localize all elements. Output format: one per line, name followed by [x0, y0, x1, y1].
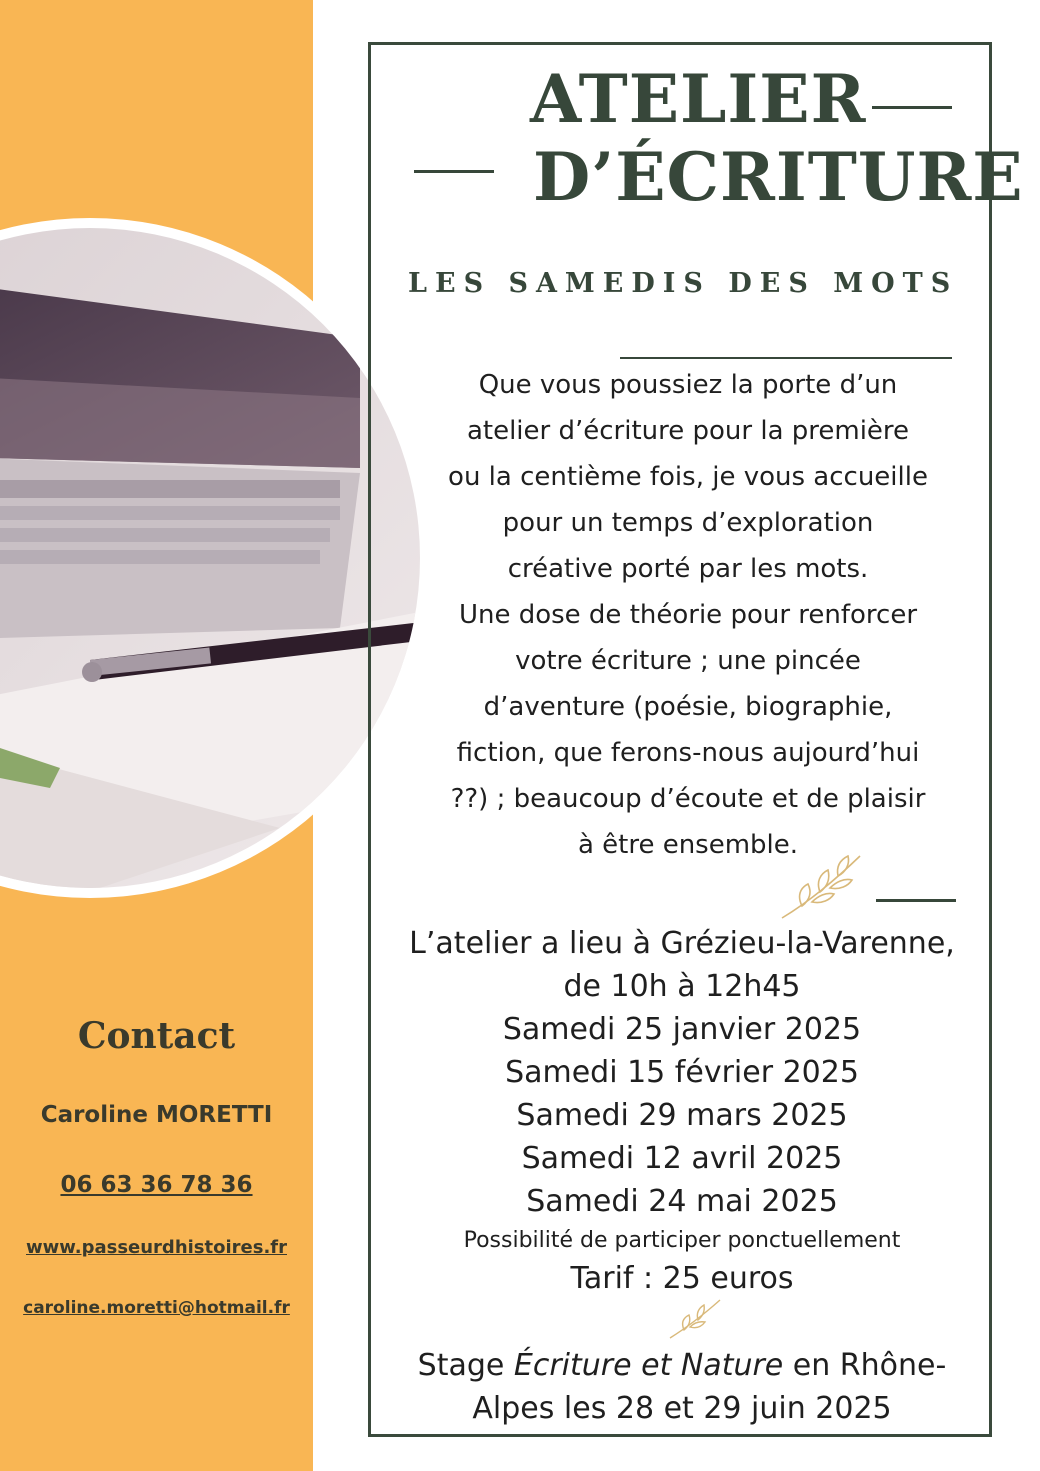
schedule-dash: [876, 899, 956, 902]
title-dash-left: [414, 170, 494, 173]
price: Tarif : 25 euros: [570, 1261, 794, 1296]
intro-line: Une dose de théorie pour renforcer: [458, 600, 918, 630]
date-item: Samedi 25 janvier 2025: [502, 1012, 862, 1047]
intro-line: ou la centième fois, je vous accueille: [448, 462, 928, 492]
subtitle-divider: [620, 357, 952, 359]
stage-prefix: Stage: [417, 1348, 514, 1383]
stage-italic: Écriture et Nature: [513, 1348, 784, 1383]
intro-line: atelier d’écriture pour la première: [466, 416, 910, 446]
intro-line: votre écriture ; une pincée: [515, 646, 861, 676]
date-item: Samedi 29 mars 2025: [516, 1098, 848, 1133]
stage-line-2: Alpes les 28 et 29 juin 2025: [472, 1391, 892, 1426]
photo-illustration: [0, 228, 420, 888]
intro-line: pour un temps d’exploration: [502, 508, 874, 538]
intro-line: Que vous poussiez la porte d’un: [478, 370, 898, 400]
contact-heading: Contact: [77, 1015, 236, 1057]
title-dash-right: [872, 106, 952, 109]
intro-line: créative porté par les mots.: [507, 554, 869, 584]
intro-text: [418, 362, 958, 868]
location-line-2: de 10h à 12h45: [563, 969, 801, 1004]
gold-leaf-icon: [664, 1294, 724, 1344]
laptop-pen-photo: [0, 218, 430, 898]
stage-line-1: [392, 1344, 972, 1387]
schedule-block: [392, 922, 972, 1300]
subtitle: LES SAMEDIS DES MOTS: [408, 268, 959, 299]
schedule-note: Possibilité de participer ponctuellement: [463, 1228, 901, 1253]
stage-text: [392, 1344, 972, 1430]
stage-suffix: en Rhône-: [783, 1348, 947, 1383]
date-item: Samedi 15 février 2025: [505, 1055, 859, 1090]
intro-line: fiction, que ferons-nous aujourd’hui: [456, 738, 920, 768]
title-line-1: ATELIER: [530, 60, 867, 138]
date-item: Samedi 12 avril 2025: [521, 1141, 843, 1176]
contact-phone-link[interactable]: 06 63 36 78 36: [60, 1172, 253, 1198]
intro-line: d’aventure (poésie, biographie,: [483, 692, 893, 722]
title-line-2: D’ÉCRITURE: [533, 138, 1024, 216]
date-item: Samedi 24 mai 2025: [526, 1184, 838, 1219]
contact-name: Caroline MORETTI: [40, 1102, 273, 1128]
contact-email-link[interactable]: caroline.moretti@hotmail.fr: [23, 1298, 290, 1318]
location-line-1: L’atelier a lieu à Grézieu-la-Varenne,: [409, 926, 955, 961]
gold-leaf-icon: [772, 848, 868, 928]
intro-line: à être ensemble.: [577, 830, 799, 860]
contact-website-link[interactable]: www.passeurdhistoires.fr: [26, 1237, 287, 1258]
intro-line: ??) ; beaucoup d’écoute et de plaisir: [450, 784, 926, 814]
